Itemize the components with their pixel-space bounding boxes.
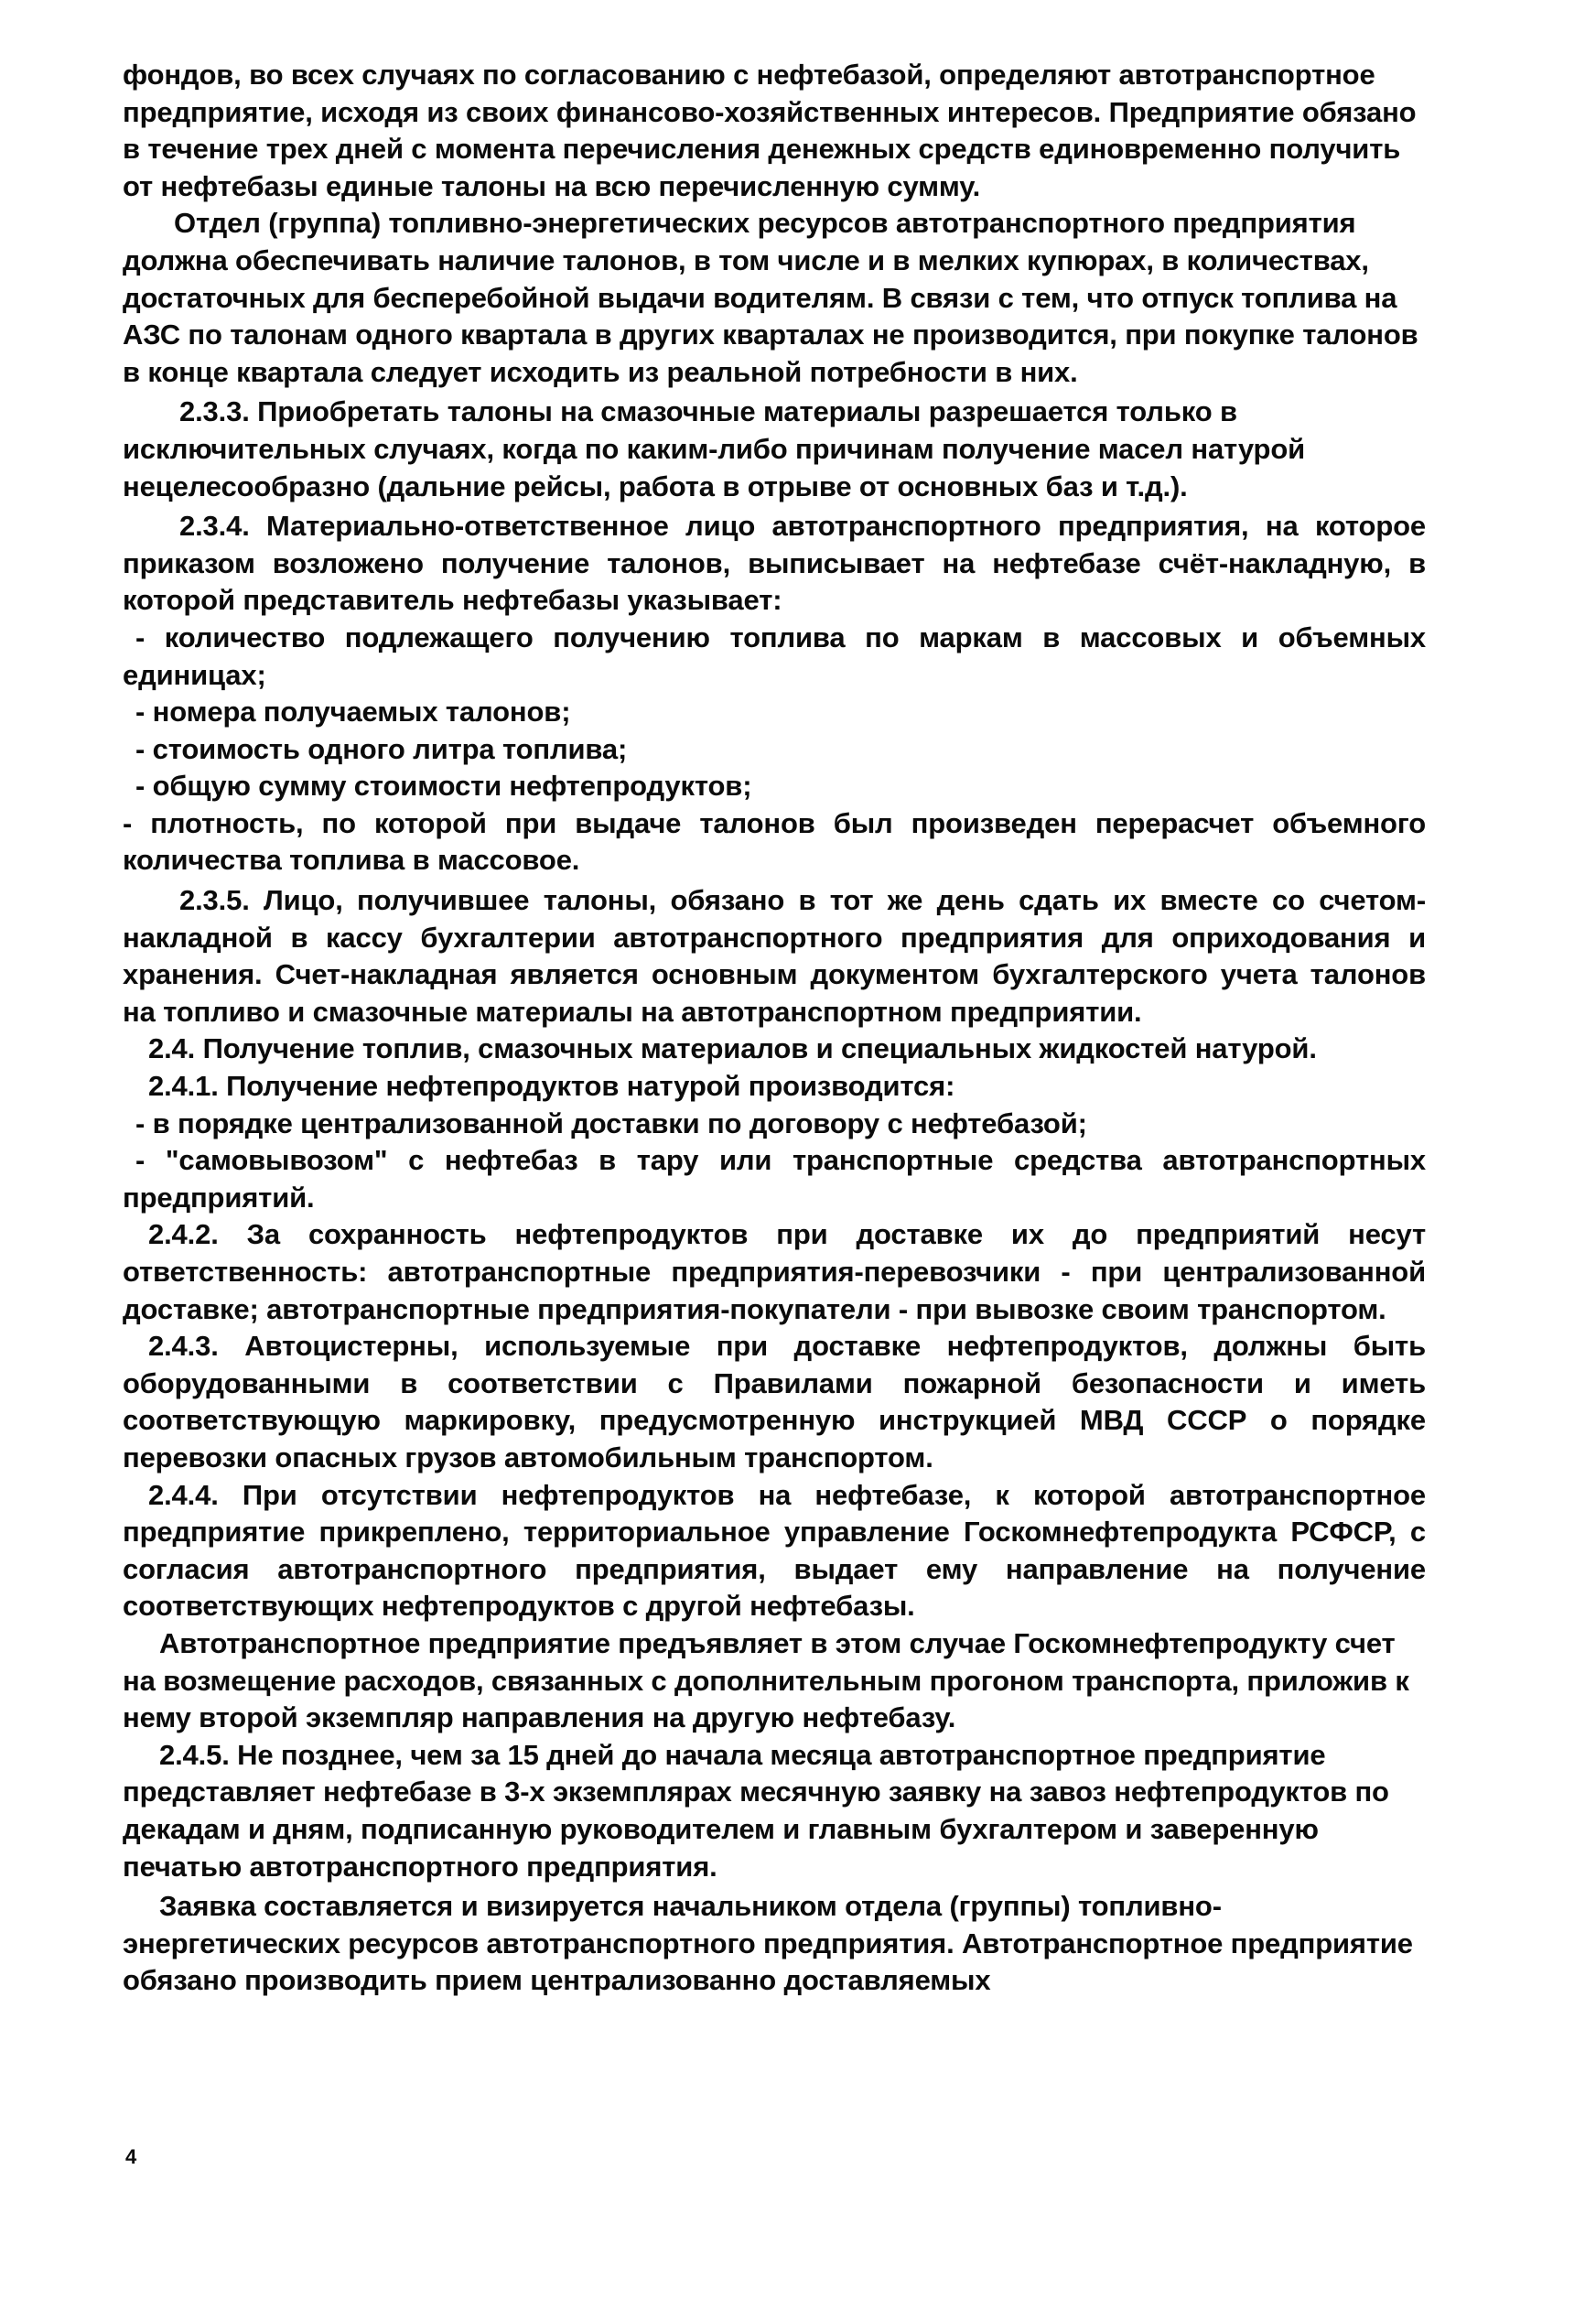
paragraph-2-4-3: 2.4.3. Автоцистерны, используемые при доставке нефтепродуктов, должны быть оборудованными в соответствии с Правилами пожарной безопасности и иметь соответствующую маркировку, предусмотренную инструкцией МВД СССР о порядке перевозки опасных грузов автомобильным транспортом. <box>123 1330 1426 1473</box>
paragraph-2-4-heading: 2.4. Получение топлив, смазочных материалов и специальных жидкостей натурой. <box>148 1032 1317 1065</box>
paragraph-financial-interests: фондов, во всех случаях по согласованию с нефтебазой, определяют автотранспортное предприятие, исходя из своих финансово-хозяйственных интересов. Предприятие обязано в течение трех дней с момента перечисления денежных средств единовременно получить от нефтебазы единые талоны на всю перечисленную сумму. <box>123 59 1417 202</box>
list-item-fuel-quantity: - количество подлежащего получению топлива по маркам в массовых и объемных единицах; <box>123 621 1426 691</box>
paragraph-2-4-1: 2.4.1. Получение нефтепродуктов натурой производится: <box>148 1070 955 1103</box>
paragraph-fuel-department: Отдел (группа) топливно-энергетических ресурсов автотранспортного предприятия должна обеспечивать наличие талонов, в том числе и в мелких купюрах, в количествах, достаточных для бесперебойной выдачи водителям. В связи с тем, что отпуск топлива на АЗС по талонам одного квартала в других кварталах не производится, при покупке талонов в конце квартала следует исходить из реальной потребности в них. <box>123 207 1418 388</box>
paragraph-2-3-5: 2.3.5. Лицо, получившее талоны, обязано в тот же день сдать их вместе со счетом-накладной в кассу бухгалтерии автотранспортного предприятия для оприходования и хранения. Счет-накладная является основным документом бухгалтерского учета талонов на топливо и смазочные материалы на автотранспортном предприятии. <box>123 884 1426 1028</box>
list-item-density: - плотность, по которой при выдаче талонов был произведен перерасчет объемного количества топлива в массовое. <box>123 806 1426 877</box>
list-item-self-pickup: - "самовывозом" с нефтебаз в тару или транспортные средства автотранспортных предприятий. <box>123 1144 1426 1214</box>
paragraph-2-3-3: 2.3.3. Приобретать талоны на смазочные материалы разрешается только в исключительных случаях, когда по каким-либо причинам получение масел натурой нецелесообразно (дальние рейсы, работа в отрыве от основных баз и т.д.). <box>123 395 1306 502</box>
paragraph-application-approval: Заявка составляется и визируется начальником отдела (группы) топливно-энергетических ресурсов автотранспортного предприятия. Автотранспортное предприятие обязано производить прием централизованно доставляемых <box>123 1890 1413 1997</box>
list-item-total-cost: - общую сумму стоимости нефтепродуктов; <box>135 770 752 803</box>
page-body-text <box>123 57 1426 2000</box>
list-item-centralized-delivery: - в порядке централизованной доставки по договору с нефтебазой; <box>135 1106 1087 1139</box>
paragraph-2-4-4: 2.4.4. При отсутствии нефтепродуктов на нефтебазе, к которой автотранспортное предприятие прикреплено, территориальное управление Госкомнефтепродукта РСФСР, с согласия автотранспортного предприятия, выдает ему направление на получение соответствующих нефтепродуктов с другой нефтебазы. <box>123 1478 1426 1623</box>
paragraph-2-3-4: 2.3.4. Материально-ответственное лицо автотранспортного предприятия, на которое приказом возложено получение талонов, выписывает на нефтебазе счёт-накладную, в которой представитель нефтебазы указывает: <box>123 510 1426 617</box>
list-item-liter-cost: - стоимость одного литра топлива; <box>135 732 628 765</box>
paragraph-2-4-5: 2.4.5. Не позднее, чем за 15 дней до начала месяца автотранспортное предприятие представляет нефтебазе в 3-х экземплярах месячную заявку на завоз нефтепродуктов по декадам и дням, подписанную руководителем и главным бухгалтером и заверенную печатью автотранспортного предприятия. <box>123 1738 1389 1883</box>
paragraph-expense-claim: Автотранспортное предприятие предъявляет в этом случае Госкомнефтепродукту счет на возмещение расходов, связанных с дополнительным прогоном транспорта, приложив к нему второй экземпляр направления на другую нефтебазу. <box>123 1626 1409 1734</box>
paragraph-2-4-2: 2.4.2. За сохранность нефтепродуктов при доставке их до предприятий несут ответственность: автотранспортные предприятия-перевозчики - при централизованной доставке; автотранспортные предприятия-покупатели - при вывозке своим транспортом. <box>123 1218 1426 1325</box>
page-number: 4 <box>125 2145 137 2168</box>
list-item-coupon-numbers: - номера получаемых талонов; <box>135 696 571 729</box>
